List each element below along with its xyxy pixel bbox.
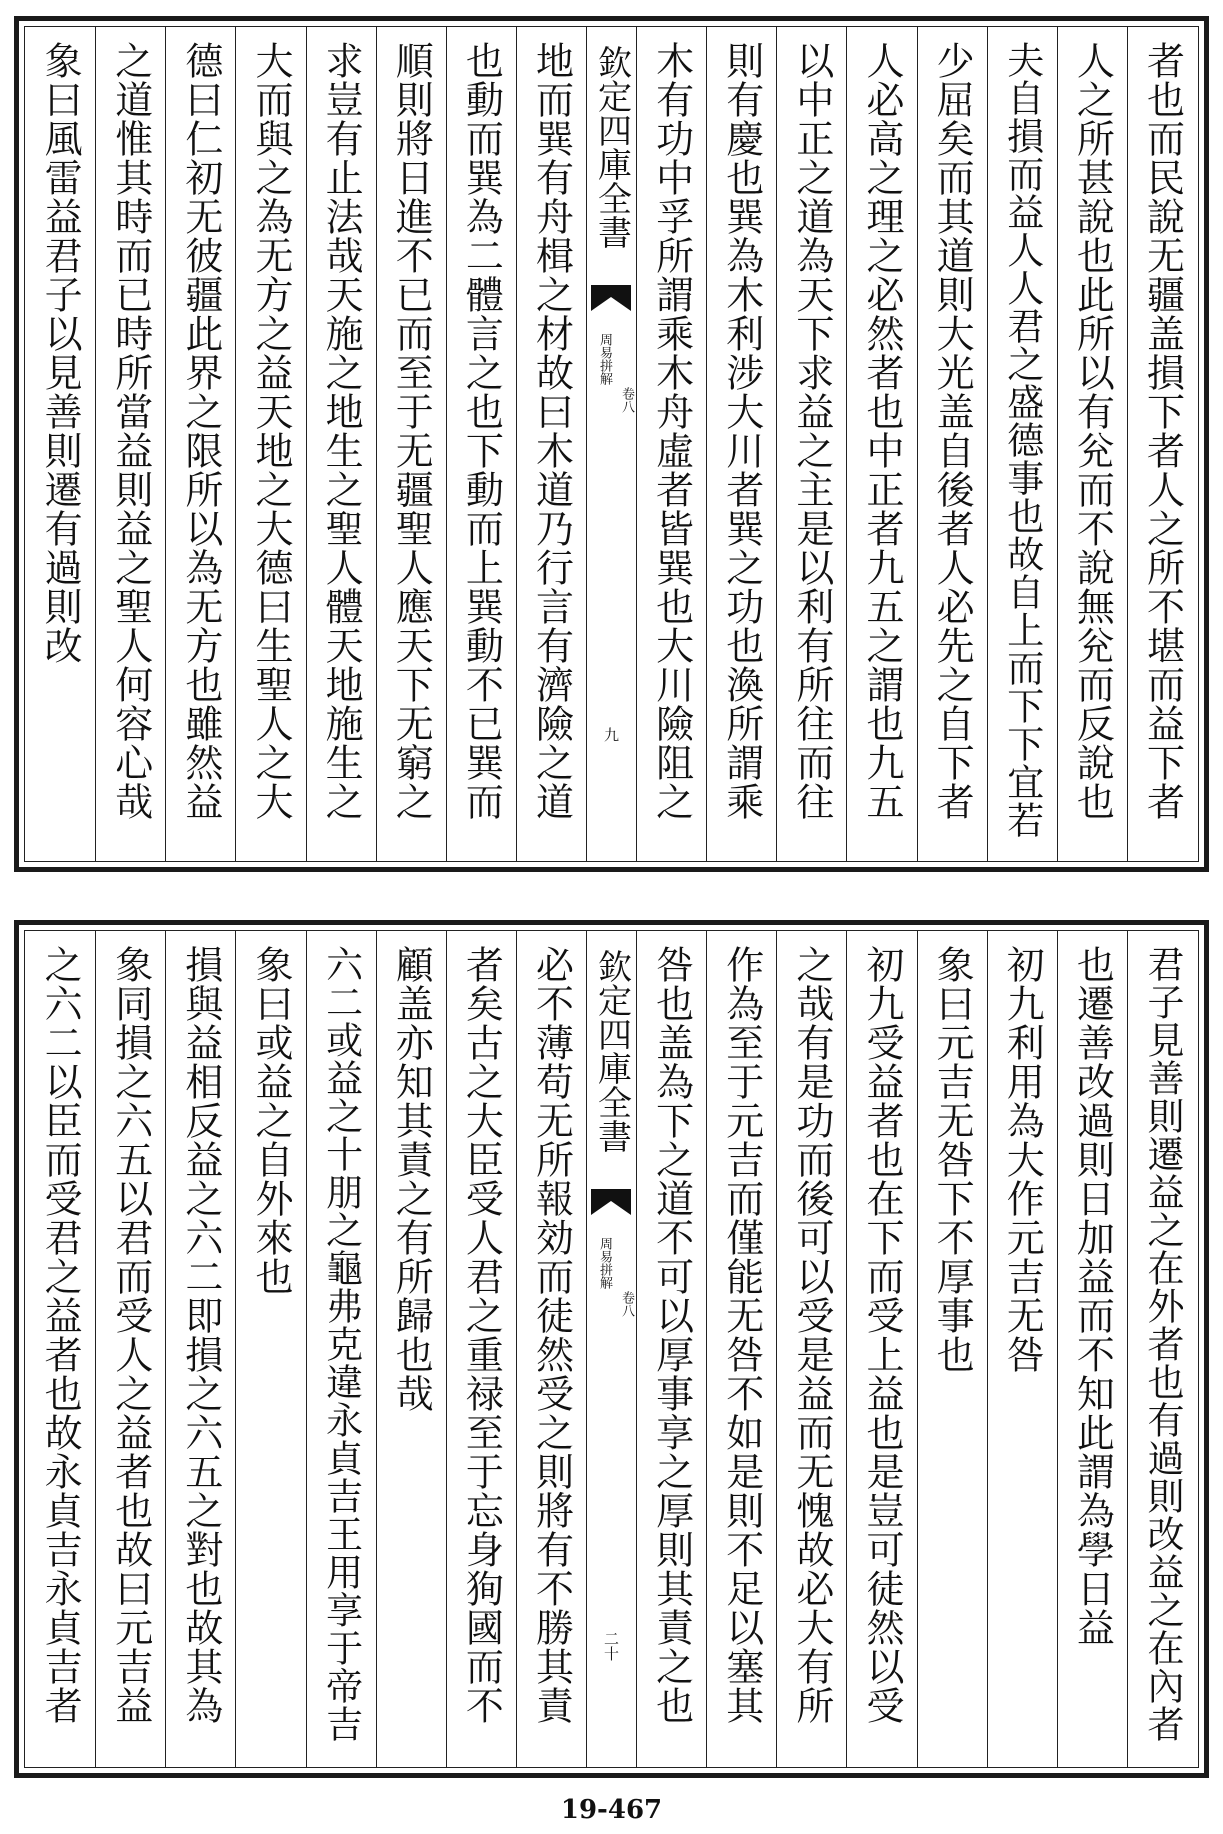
top-text-column [917, 27, 987, 861]
bottom-text-column [1057, 931, 1127, 1767]
top-column-text: 也動而巽為二體言之也下動而上巽動不已巽而 [459, 41, 504, 821]
bottom-fishtail-mark [591, 1189, 631, 1215]
top-column-text: 則有慶也巽為木利涉大川者巽之功也渙所謂乘 [719, 41, 764, 821]
bottom-text-column [235, 931, 305, 1767]
bottom-volume-label: 卷八 [619, 1291, 634, 1317]
top-column-text: 以中正之道為天下求益之主是以利有所往而往 [789, 41, 834, 821]
bottom-text-column [25, 931, 95, 1767]
top-column-text: 地而巽有舟楫之材故曰木道乃行言有濟險之道 [529, 41, 574, 821]
top-leaf-number: 九 [602, 727, 620, 742]
bottom-text-column [917, 931, 987, 1767]
bottom-column-text: 初九利用為大作元吉无咎 [1000, 945, 1045, 1374]
top-column-text: 者也而民說无疆盖損下者人之所不堪而益下者 [1140, 41, 1185, 821]
bottom-column-text: 顧盖亦知其責之有所歸也哉 [389, 945, 434, 1413]
bottom-text-column [1127, 931, 1197, 1767]
top-text-column [516, 27, 586, 861]
bottom-column-text: 初九受益者也在下而受上益也是豈可徒然以受 [859, 945, 904, 1725]
bottom-collection-title: 欽定四庫全書 [591, 949, 632, 1153]
bottom-column-text: 損與益相反益之六二即損之六五之對也故其為 [178, 945, 223, 1725]
top-text-column [306, 27, 376, 861]
top-column-text: 順則將日進不已而至于无疆聖人應天下无窮之 [389, 41, 434, 821]
top-text-column [446, 27, 516, 861]
bottom-book-name: 周易拼解 [597, 1237, 612, 1289]
top-collection-title: 欽定四庫全書 [591, 45, 632, 249]
bottom-column-text: 象同損之六五以君而受人之益者也故曰元吉益 [108, 945, 153, 1725]
bottom-text-column [95, 931, 165, 1767]
bottom-column-text: 者矣古之大臣受人君之重禄至于忘身狥國而不 [459, 945, 504, 1725]
top-column-text: 德曰仁初无彼疆此界之限所以為无方也雖然益 [178, 41, 223, 821]
bottom-text-column [846, 931, 916, 1767]
top-column-text: 夫自損而益人人君之盛德事也故自上而下下宜若 [1000, 41, 1044, 839]
top-column-text: 象曰風雷益君子以見善則遷有過則改 [38, 41, 83, 665]
top-text-column [165, 27, 235, 861]
bottom-column-text: 六二或益之十朋之龜弗克違永貞吉王用享于帝吉 [319, 945, 363, 1743]
top-text-column [25, 27, 95, 861]
bottom-column-text: 必不薄苟无所報効而徒然受之則將有不勝其責 [529, 945, 574, 1725]
bottom-center-column [586, 931, 636, 1767]
top-column-text: 少屈矣而其道則大光盖自後者人必先之自下者 [930, 41, 975, 821]
top-text-column [95, 27, 165, 861]
top-text-column [235, 27, 305, 861]
top-fishtail-mark [591, 285, 631, 311]
top-text-column [376, 27, 446, 861]
top-page-columns [24, 26, 1199, 862]
top-center-column [586, 27, 636, 861]
top-column-text: 大而與之為无方之益天地之大德曰生聖人之大 [248, 41, 293, 821]
bottom-column-text: 象曰元吉无咎下不厚事也 [930, 945, 975, 1374]
top-column-text: 人之所甚說也此所以有兊而不說無兊而反說也 [1070, 41, 1115, 821]
top-text-column [987, 27, 1057, 861]
bottom-column-text: 咎也盖為下之道不可以厚事享之厚則其責之也 [649, 945, 694, 1725]
top-column-text: 之道惟其時而已時所當益則益之聖人何容心哉 [108, 41, 153, 821]
bottom-page-columns [24, 930, 1199, 1768]
page-number: 19-467 [560, 1795, 663, 1825]
bottom-column-text: 之六二以臣而受君之益者也故永貞吉永貞吉者 [38, 945, 83, 1725]
bottom-text-column [376, 931, 446, 1767]
top-text-column [1127, 27, 1197, 861]
bottom-leaf-number: 二十 [602, 1631, 620, 1661]
top-text-column [776, 27, 846, 861]
top-text-column [636, 27, 706, 861]
bottom-page-panel [14, 920, 1209, 1778]
bottom-column-text: 象曰或益之自外來也 [248, 945, 293, 1296]
top-text-column [1057, 27, 1127, 861]
bottom-text-column [776, 931, 846, 1767]
top-text-column [846, 27, 916, 861]
bottom-text-column [987, 931, 1057, 1767]
bottom-column-text: 作為至于元吉而僅能无咎不如是則不足以塞其 [719, 945, 764, 1725]
bottom-text-column [165, 931, 235, 1767]
bottom-text-column [516, 931, 586, 1767]
top-column-text: 求豈有止法哉天施之地生之聖人體天地施生之 [319, 41, 364, 821]
top-text-column [706, 27, 776, 861]
top-column-text: 木有功中孚所謂乘木舟虛者皆巽也大川險阻之 [649, 41, 694, 821]
top-column-text: 人必高之理之必然者也中正者九五之謂也九五 [859, 41, 904, 821]
top-volume-label: 卷八 [619, 387, 634, 413]
top-page-panel [14, 16, 1209, 872]
bottom-text-column [706, 931, 776, 1767]
bottom-column-text: 也遷善改過則日加益而不知此謂為學日益 [1070, 945, 1115, 1647]
bottom-column-text: 君子見善則遷益之在外者也有過則改益之在內者 [1140, 945, 1184, 1743]
bottom-column-text: 之哉有是功而後可以受是益而无愧故必大有所 [789, 945, 834, 1725]
bottom-text-column [306, 931, 376, 1767]
bottom-text-column [446, 931, 516, 1767]
bottom-text-column [636, 931, 706, 1767]
top-book-name: 周易拼解 [597, 333, 612, 385]
